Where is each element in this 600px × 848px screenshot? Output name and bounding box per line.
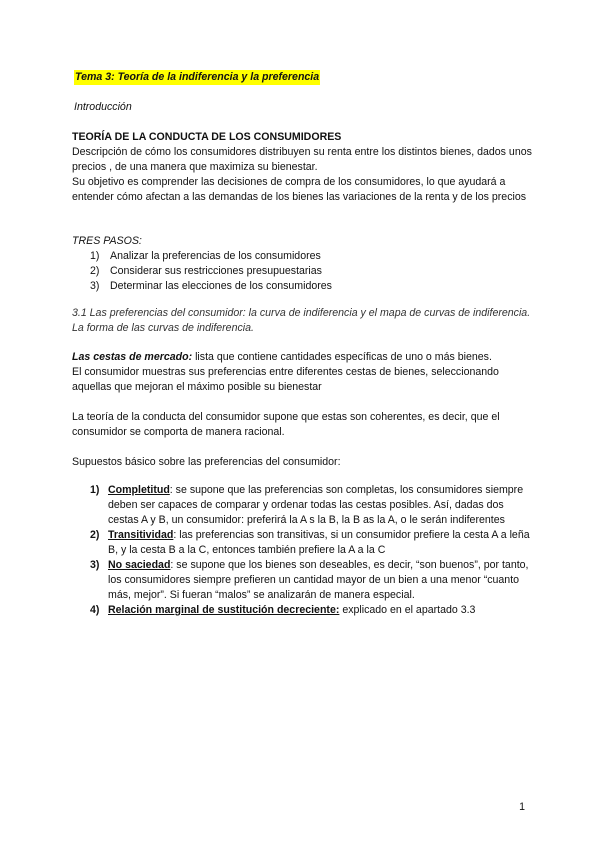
cestas-explanation: El consumidor muestras sus preferencias entre diferentes cestas de bienes, seleccionando aquellas que mejoran el máximo posible su bienestar: [72, 366, 499, 393]
term-rms: Relación marginal de sustitución decreciente:: [108, 604, 340, 616]
tres-pasos-block: [72, 234, 532, 294]
list-text: Determinar las elecciones de los consumidores: [110, 280, 332, 292]
cestas-definition: [72, 350, 532, 365]
cestas-term: Las cestas de mercado:: [72, 351, 193, 363]
tres-pasos-list: [72, 249, 532, 294]
list-text: : se supone que los bienes son deseables, es decir, “son buenos”, por tanto, los consumidores siempre prefieren un cantidad mayor de un bien a una menor “cuanto más, mejor”. Si fueran “malos” se analizarán de manera especial.: [108, 559, 529, 601]
list-text: explicado en el apartado 3.3: [339, 604, 476, 616]
term-completitud: Completitud: [108, 484, 170, 496]
section-heading: TEORÍA DE LA CONDUCTA DE LOS CONSUMIDORES: [72, 131, 342, 143]
subsection-heading: 3.1 Las preferencias del consumidor: la curva de indiferencia y el mapa de curvas de indiferencia. La forma de las curvas de indiferencia.: [72, 307, 531, 334]
cestas-block: [72, 350, 532, 395]
section-consumer-theory: [72, 130, 532, 205]
list-number: 4): [90, 604, 100, 616]
list-item: [72, 528, 532, 558]
supuestos-block: [72, 483, 532, 618]
list-item: [72, 603, 532, 618]
list-item: [72, 249, 532, 264]
list-item: [72, 264, 532, 279]
term-transitividad: Transitividad: [108, 529, 174, 541]
paragraph-description: Descripción de cómo los consumidores distribuyen su renta entre los distintos bienes, dados unos precios , de una manera que maximiza su bienestar.: [72, 146, 532, 173]
list-number: 2): [90, 265, 100, 277]
introduction-heading: Introducción: [74, 101, 132, 113]
list-item: [72, 558, 532, 603]
list-item: [72, 483, 532, 528]
page-number: 1: [519, 801, 525, 813]
list-item: [72, 279, 532, 294]
list-number: 3): [90, 559, 100, 571]
paragraph-rational: La teoría de la conducta del consumidor supone que estas son coherentes, es decir, que el consumidor se comporta de manera racional.: [72, 411, 500, 438]
cestas-def: lista que contiene cantidades específicas de uno o más bienes.: [192, 351, 492, 363]
list-text: Analizar la preferencias de los consumidores: [110, 250, 321, 262]
supuestos-intro: Supuestos básico sobre las preferencias del consumidor:: [72, 456, 341, 468]
tres-pasos-label: TRES PASOS:: [72, 235, 142, 247]
list-text: Considerar sus restricciones presupuestarias: [110, 265, 322, 277]
term-no-saciedad: No saciedad: [108, 559, 171, 571]
supuestos-list: [72, 483, 532, 618]
paragraph-objective: Su objetivo es comprender las decisiones de compra de los consumidores, lo que ayudará a entender cómo afectan a las demandas de los bienes las variaciones de la renta y de los precios: [72, 176, 527, 203]
list-text: : se supone que las preferencias son completas, los consumidores siempre deben ser capaces de comparar y ordenar todas las cestas posibles. Así, dadas dos cestas A y B, un consumidor: preferirá la A s la B, la B as la A, o le serán indiferentes: [108, 484, 524, 526]
list-number: 1): [90, 250, 100, 262]
document-title: Tema 3: Teoría de la indiferencia y la preferencia: [75, 71, 320, 83]
list-number: 3): [90, 280, 100, 292]
list-number: 1): [90, 484, 100, 496]
list-number: 2): [90, 529, 100, 541]
list-text: : las preferencias son transitivas, si un consumidor prefiere la cesta A a leña B, y la cesta B a la C, entonces también prefiere la A a la C: [108, 529, 530, 556]
